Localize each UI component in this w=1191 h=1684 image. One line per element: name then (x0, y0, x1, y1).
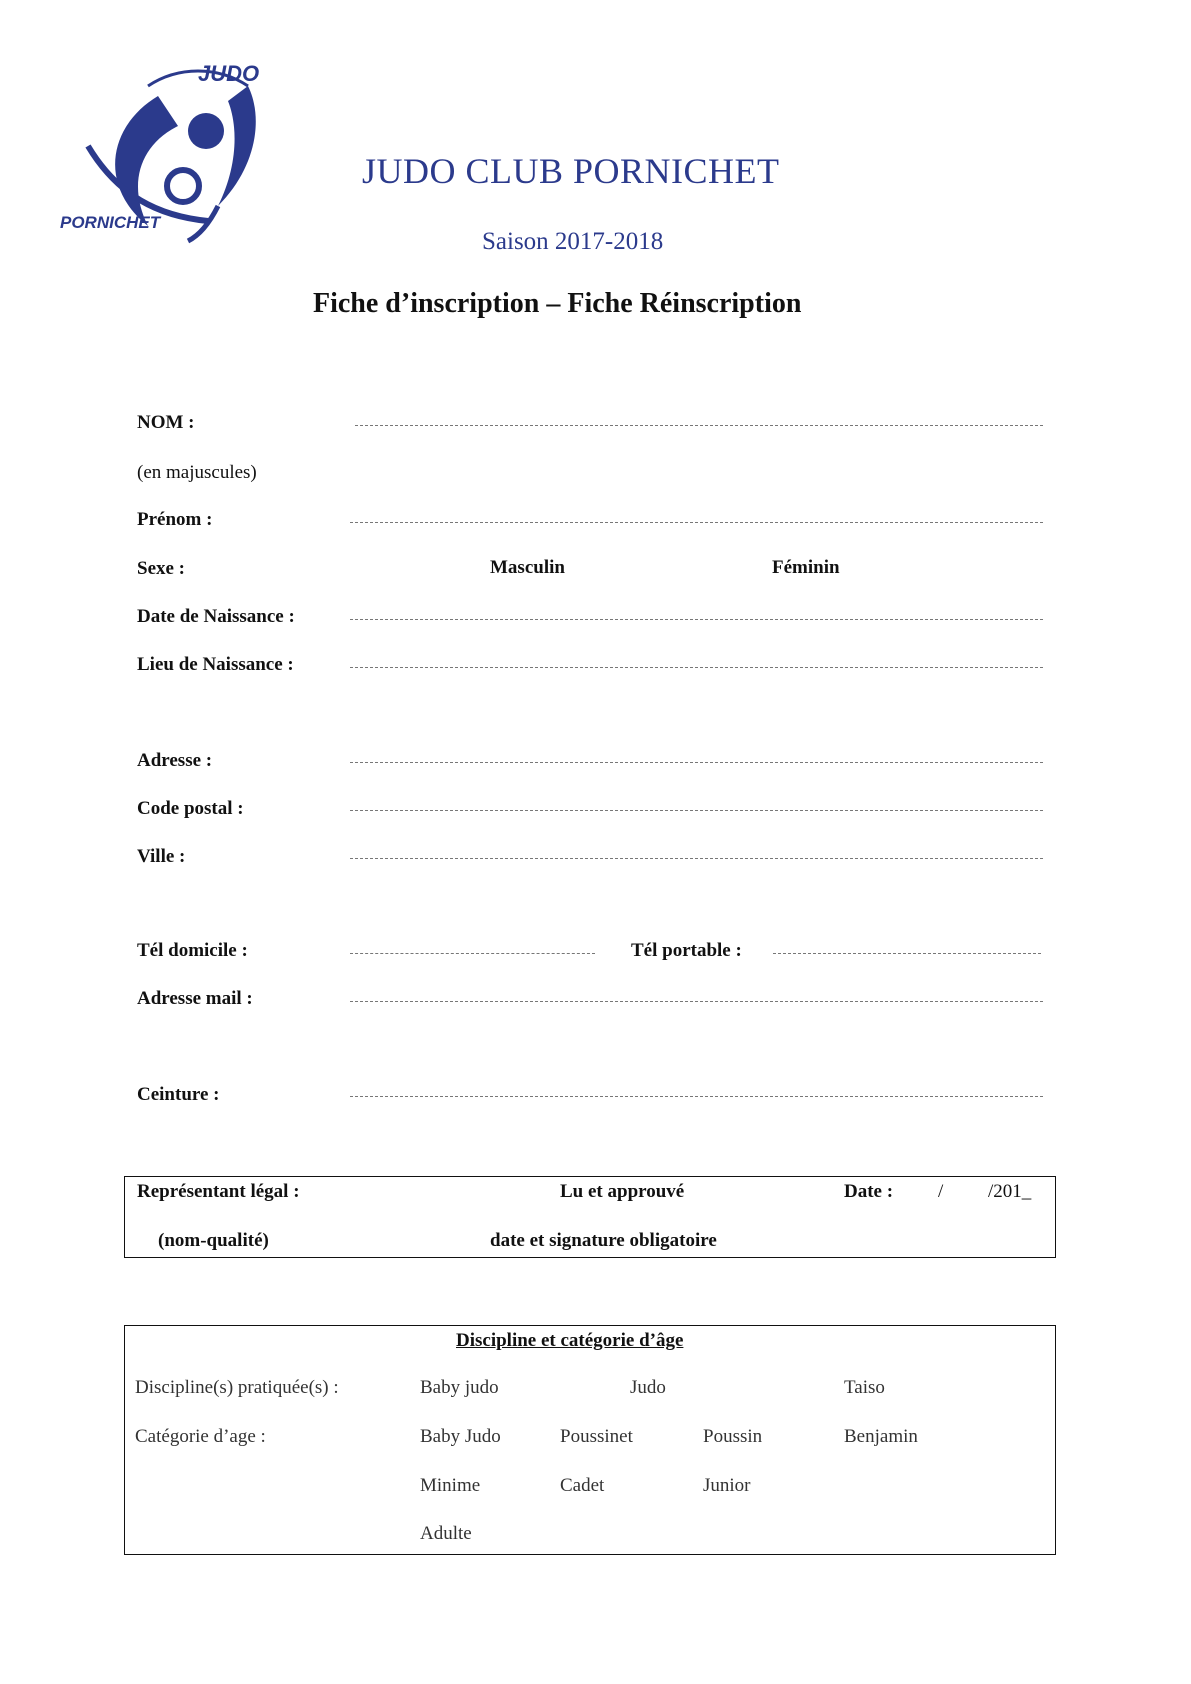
label-signature: date et signature obligatoire (490, 1230, 717, 1251)
label-sexe: Sexe : (137, 558, 186, 579)
input-adresse[interactable] (350, 762, 1043, 763)
category-option[interactable]: Minime (420, 1475, 481, 1496)
discipline-option[interactable]: Judo (630, 1377, 666, 1398)
input-code-postal[interactable] (350, 810, 1043, 811)
label-nom: NOM : (137, 412, 195, 433)
category-option[interactable]: Poussin (703, 1426, 763, 1447)
option-masculin[interactable]: Masculin (490, 557, 565, 578)
label-ceinture: Ceinture : (137, 1084, 220, 1105)
label-tel-domicile: Tél domicile : (137, 940, 248, 961)
judo-logo-icon (60, 56, 308, 256)
input-date-naissance[interactable] (350, 619, 1043, 620)
option-feminin[interactable]: Féminin (772, 557, 840, 578)
form-title: Fiche d’inscription – Fiche Réinscription (313, 288, 802, 319)
club-name: JUDO CLUB PORNICHET (362, 151, 780, 191)
logo-text-pornichet: PORNICHET (60, 213, 161, 232)
input-adresse-mail[interactable] (350, 1001, 1043, 1002)
category-option[interactable]: Benjamin (844, 1426, 918, 1447)
discipline-option[interactable]: Taiso (844, 1377, 885, 1398)
input-ville[interactable] (350, 858, 1043, 859)
input-tel-domicile[interactable] (350, 953, 595, 954)
season: Saison 2017-2018 (482, 228, 664, 255)
category-option[interactable]: Adulte (420, 1523, 472, 1544)
label-lieu-naissance: Lieu de Naissance : (137, 654, 294, 675)
input-prenom[interactable] (350, 522, 1043, 523)
logo-text-judo: JUDO (198, 61, 260, 86)
label-disciplines: Discipline(s) pratiquée(s) : (135, 1377, 339, 1398)
input-lieu-naissance[interactable] (350, 667, 1043, 668)
label-categorie: Catégorie d’age : (135, 1426, 266, 1447)
label-lu-approuve: Lu et approuvé (560, 1181, 685, 1202)
label-code-postal: Code postal : (137, 798, 244, 819)
label-tel-portable: Tél portable : (631, 940, 742, 961)
label-adresse-mail: Adresse mail : (137, 988, 253, 1009)
label-prenom: Prénom : (137, 509, 213, 530)
input-nom[interactable] (355, 425, 1043, 426)
label-adresse: Adresse : (137, 750, 213, 771)
label-date-naissance: Date de Naissance : (137, 606, 295, 627)
category-option[interactable]: Cadet (560, 1475, 605, 1496)
date-year[interactable]: /201_ (988, 1181, 1032, 1202)
label-nom-hint: (en majuscules) (137, 462, 257, 483)
category-option[interactable]: Baby Judo (420, 1426, 501, 1447)
label-ville: Ville : (137, 846, 186, 867)
date-slash[interactable]: / (938, 1181, 944, 1202)
discipline-title: Discipline et catégorie d’âge (456, 1330, 684, 1351)
category-option[interactable]: Poussinet (560, 1426, 633, 1447)
label-nom-qualite: (nom-qualité) (158, 1230, 269, 1251)
category-option[interactable]: Junior (703, 1475, 751, 1496)
input-ceinture[interactable] (350, 1096, 1043, 1097)
club-logo (60, 56, 308, 256)
discipline-option[interactable]: Baby judo (420, 1377, 499, 1398)
label-date: Date : (844, 1181, 894, 1202)
label-representant: Représentant légal : (137, 1181, 300, 1202)
input-tel-portable[interactable] (773, 953, 1041, 954)
